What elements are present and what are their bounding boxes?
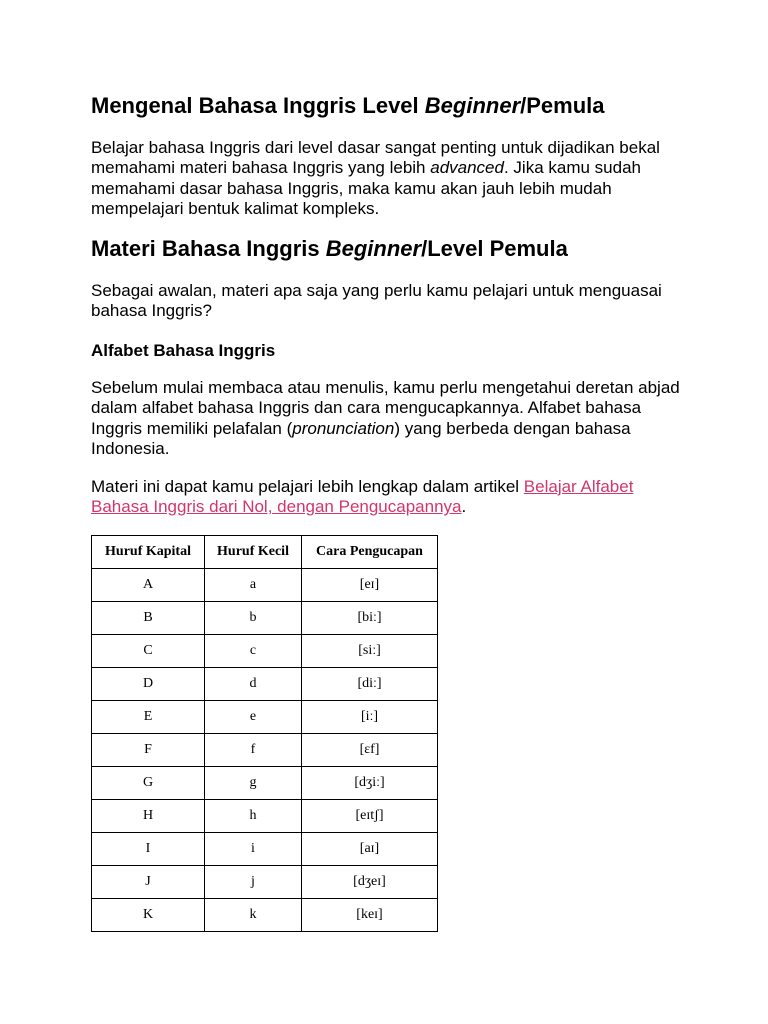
section-heading	[91, 236, 568, 262]
section-heading-part2: /Level Pemula	[421, 236, 568, 261]
section-paragraph: Sebagai awalan, materi apa saja yang perlu kamu pelajari untuk menguasai bahasa Inggris?	[91, 281, 662, 321]
reference-paragraph	[91, 477, 691, 518]
table-cell: [biː]	[302, 602, 438, 635]
intro-text-2: . Jika kamu sudah memahami dasar bahasa Inggris, maka kamu akan jauh lebih mudah mempelajari bentuk kalimat kompleks.	[91, 158, 641, 219]
table-cell: [iː]	[302, 701, 438, 734]
table-cell: e	[205, 701, 302, 734]
table-header-row	[92, 536, 438, 569]
reference-text-2: .	[461, 497, 467, 517]
alphabet-table	[91, 535, 438, 932]
table-row	[92, 602, 438, 635]
table-header-cell: Huruf Kapital	[92, 536, 205, 569]
title-text-italic: Beginner	[424, 93, 521, 118]
table-cell: [keɪ]	[302, 899, 438, 932]
table-cell: C	[92, 635, 205, 668]
table-cell: f	[205, 734, 302, 767]
table-header-cell: Cara Pengucapan	[302, 536, 438, 569]
alphabet-text-2: ) yang berbeda dengan bahasa Indonesia.	[91, 418, 631, 459]
table-cell: [aɪ]	[302, 833, 438, 866]
table-cell: [eɪtʃ]	[302, 800, 438, 833]
table-cell: K	[92, 899, 205, 932]
section-heading-part1: Materi Bahasa Inggris	[91, 236, 326, 261]
table-cell: [ɛf]	[302, 734, 438, 767]
reference-text-1: Materi ini dapat kamu pelajari lebih lengkap dalam artikel	[91, 477, 524, 496]
table-cell: i	[205, 833, 302, 866]
table-row	[92, 569, 438, 602]
table-row	[92, 833, 438, 866]
table-cell: [dʒiː]	[302, 767, 438, 800]
section-heading-italic: Beginner	[325, 236, 422, 261]
table-cell: B	[92, 602, 205, 635]
table-cell: c	[205, 635, 302, 668]
table-cell: [dʒeɪ]	[302, 866, 438, 899]
table-cell: A	[92, 569, 205, 602]
table-cell: G	[92, 767, 205, 800]
table-cell: J	[92, 866, 205, 899]
alphabet-text-italic: pronunciation	[292, 418, 395, 438]
table-row	[92, 701, 438, 734]
table-row	[92, 800, 438, 833]
subsection-heading: Alfabet Bahasa Inggris	[91, 341, 276, 360]
table-cell: F	[92, 734, 205, 767]
article-link[interactable]: Belajar Alfabet Bahasa Inggris dari Nol, dengan Pengucapannya	[91, 477, 634, 517]
table-cell: [siː]	[302, 635, 438, 668]
table-row	[92, 899, 438, 932]
page-title	[91, 93, 605, 119]
table-cell: j	[205, 866, 302, 899]
table-cell: [eɪ]	[302, 569, 438, 602]
title-text-part2: /Pemula	[520, 93, 605, 118]
table-cell: d	[205, 668, 302, 701]
title-text-part1: Mengenal Bahasa Inggris Level	[91, 93, 425, 118]
table-cell: b	[205, 602, 302, 635]
table-row	[92, 767, 438, 800]
table-row	[92, 668, 438, 701]
table-row	[92, 635, 438, 668]
intro-text-1: Belajar bahasa Inggris dari level dasar sangat penting untuk dijadikan bekal memahami materi bahasa Inggris yang lebih	[91, 138, 660, 178]
table-cell: a	[205, 569, 302, 602]
table-cell: g	[205, 767, 302, 800]
table-cell: D	[92, 668, 205, 701]
alphabet-paragraph	[91, 378, 691, 460]
table-cell: H	[92, 800, 205, 833]
table-row	[92, 866, 438, 899]
table-header-cell: Huruf Kecil	[205, 536, 302, 569]
alphabet-text-1: Sebelum mulai membaca atau menulis, kamu perlu mengetahui deretan abjad dalam alfabet bahasa Inggris dan cara mengucapkannya. Alfabet bahasa Inggris memiliki pelafalan (	[91, 378, 680, 438]
table-cell: E	[92, 701, 205, 734]
table-cell: I	[92, 833, 205, 866]
table-cell: [diː]	[302, 668, 438, 701]
intro-paragraph	[91, 138, 691, 220]
table-cell: h	[205, 800, 302, 833]
intro-text-italic: advanced	[430, 158, 504, 178]
table-cell: k	[205, 899, 302, 932]
table-row	[92, 734, 438, 767]
